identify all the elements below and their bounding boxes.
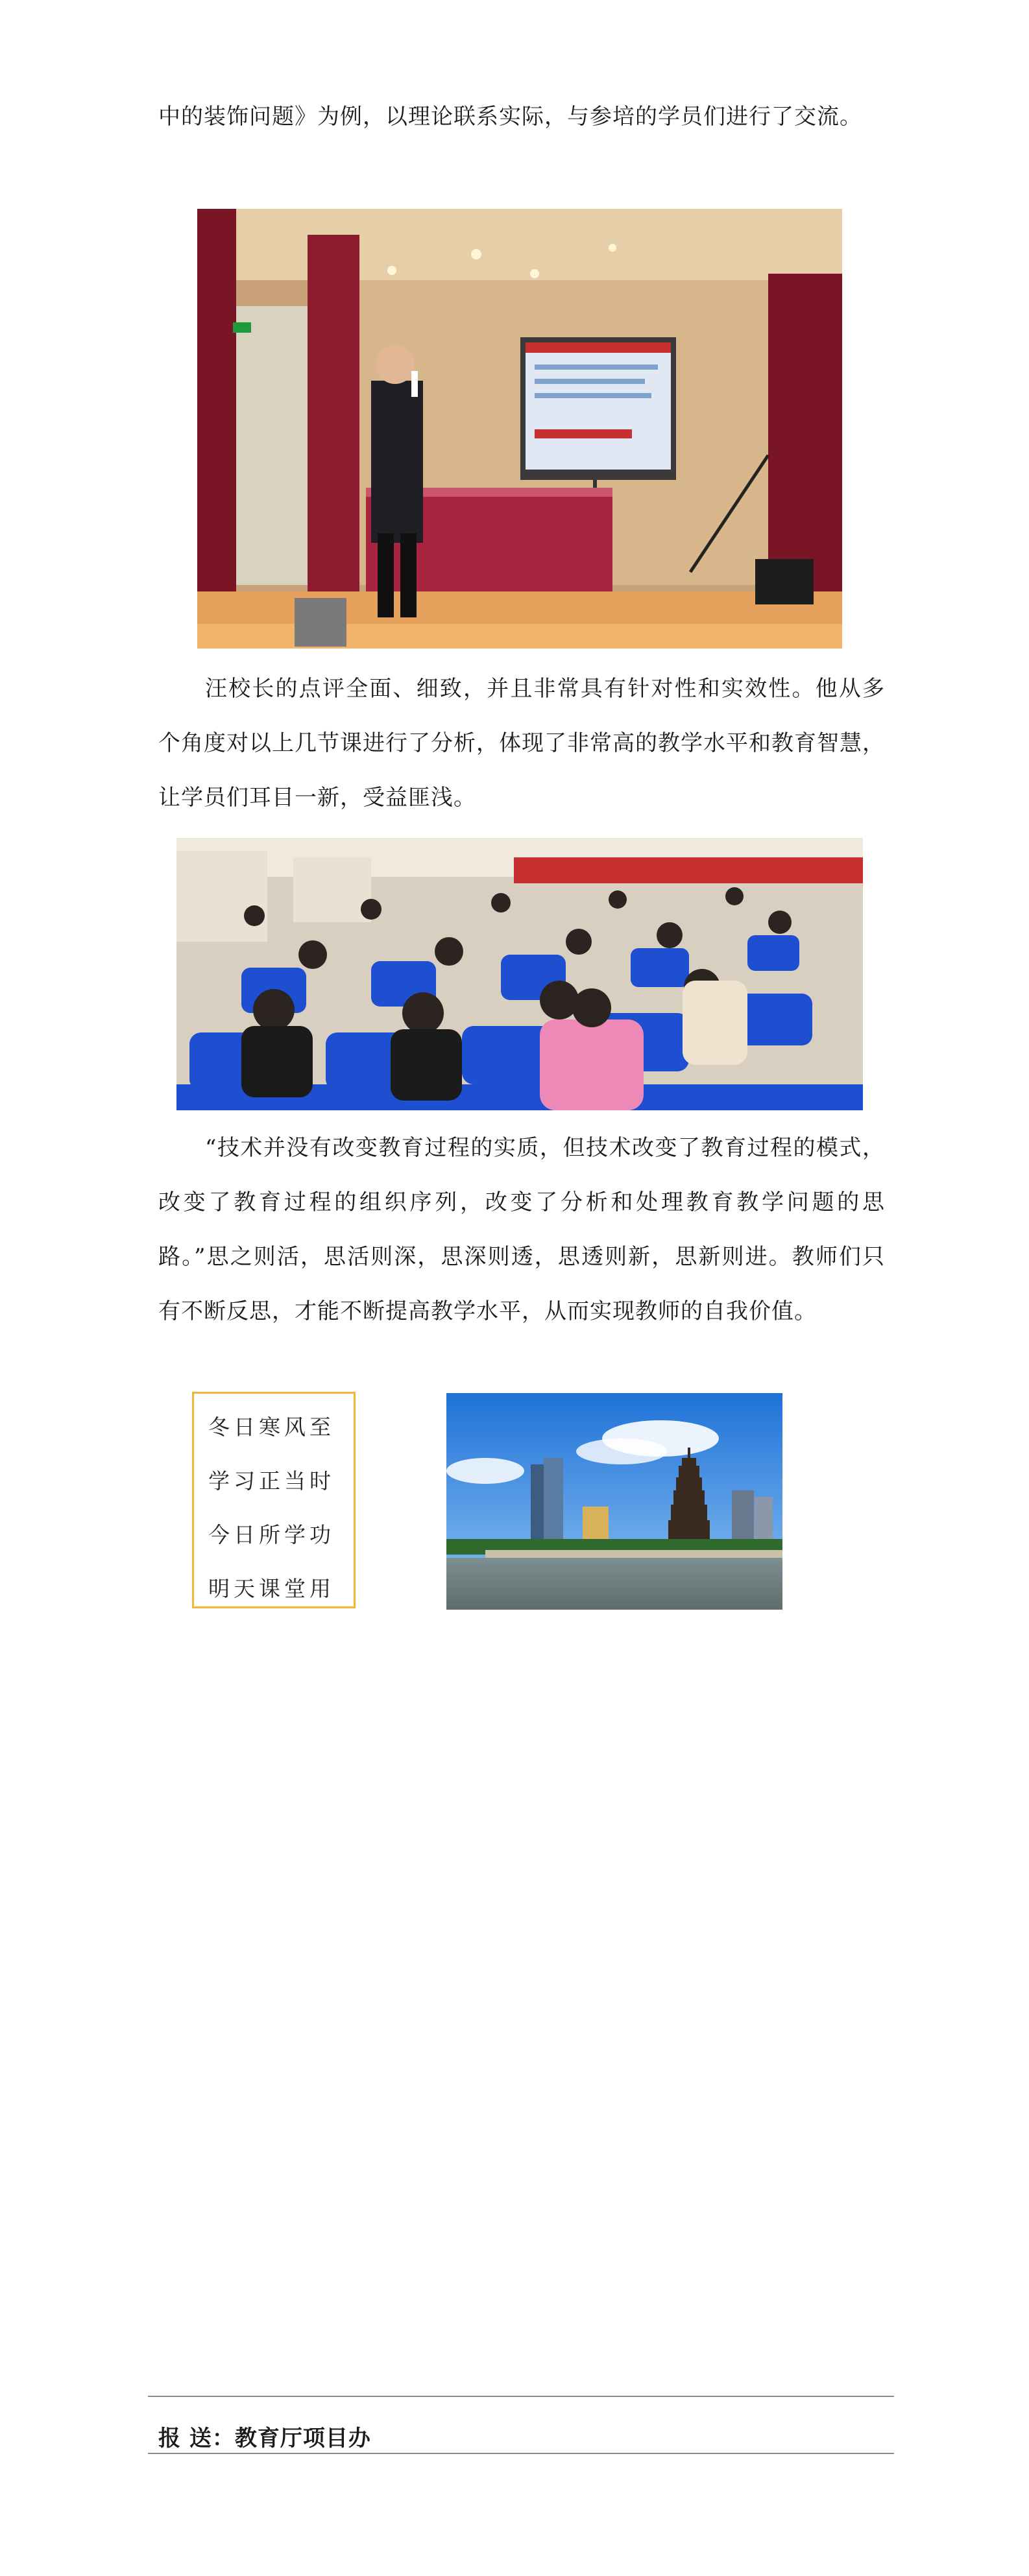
paragraph-intro-continuation: 中的装饰问题》为例，以理论联系实际，与参培的学员们进行了交流。: [158, 104, 862, 130]
footer-top-rule: [148, 2396, 894, 2397]
poem-line-2: 学习正当时: [208, 1468, 335, 1494]
photo-lecturer-on-stage: [197, 209, 842, 649]
footer-bottom-rule: [148, 2453, 894, 2454]
paragraph-technology-reflection: “技术并没有改变教育过程的实质，但技术改变了教育过程的模式，改变了教育过程的组织序列，改变了分析和处理教育教学问题的思路。”思之则活，思活则深，思深则透，思透则新，思新则进。教师们只有不断反思，才能不断提高教学水平，从而实现教师的自我价值。: [158, 1135, 885, 1324]
footer-recipient-label: 报 送：教育厅项目办: [158, 2426, 371, 2451]
poem-line-4: 明天课堂用: [208, 1576, 335, 1601]
photo-trainee-audience: [176, 838, 863, 1110]
poem-box: [192, 1392, 356, 1608]
photo-riverside-pagoda: [446, 1393, 782, 1610]
paragraph-principal-review: 汪校长的点评全面、细致，并且非常具有针对性和实效性。他从多个角度对以上几节课进行了分析，体现了非常高的教学水平和教育智慧，让学员们耳目一新，受益匪浅。: [158, 676, 885, 811]
poem-line-3: 今日所学功: [208, 1522, 335, 1547]
poem-line-1: 冬日寒风至: [208, 1414, 335, 1440]
